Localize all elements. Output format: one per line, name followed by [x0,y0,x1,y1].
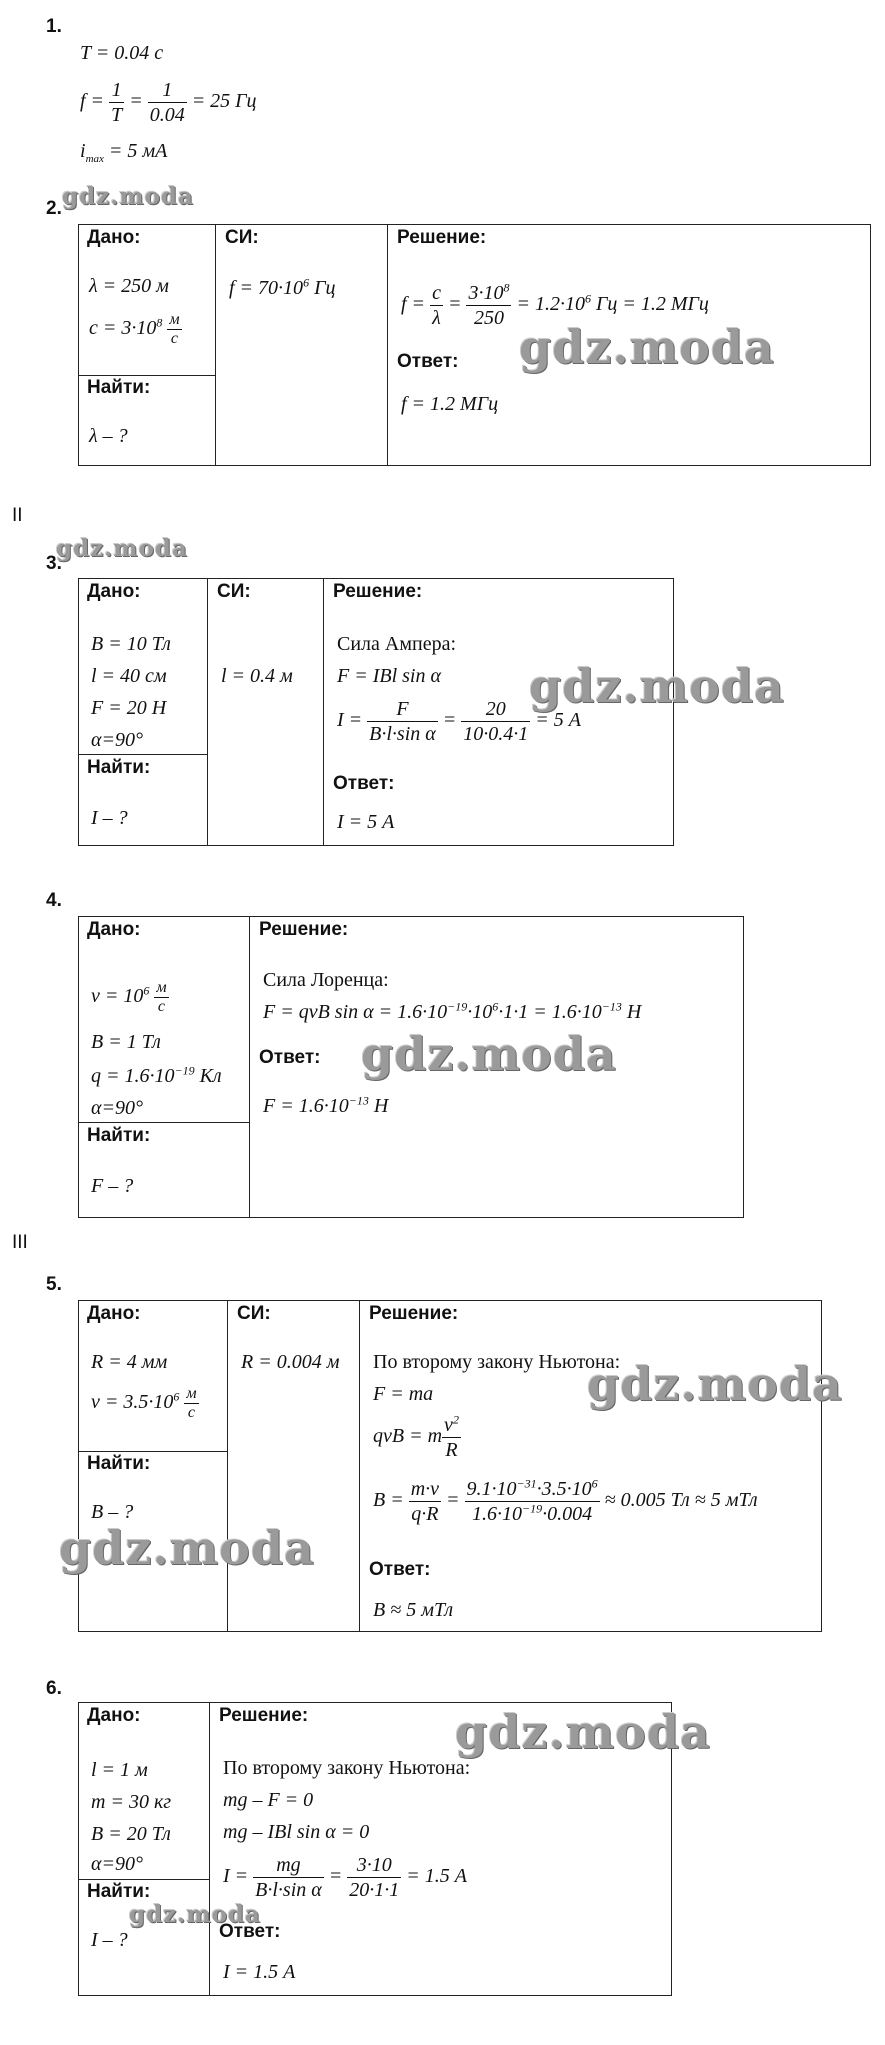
answer: I = 1.5 А [223,1961,296,1983]
problem-2-number: 2. [46,198,62,219]
si-header: СИ: [217,581,251,602]
p1-period: T = 0.04 с [80,42,164,64]
find-force: F – ? [91,1175,134,1197]
answer-header: Ответ: [369,1559,431,1580]
find-header: Найти: [87,1453,151,1474]
problem-4-table [78,916,744,1218]
solution-current: I = $\frac{F}{\text{B·l·sin α}}$ = $\frac{20}{10\cdot 0.4\cdot 1}$ = 5 А [337,698,581,745]
given-wavelength: λ = 250 м [89,275,169,297]
problem-6-table [78,1702,711,1996]
find-current: I – ? [91,807,128,829]
si-length: l = 0.4 м [221,665,293,687]
given-radius: R = 4 мм [91,1351,168,1373]
find-header: Найти: [87,1881,151,1902]
given-header: Дано: [87,227,141,248]
find-header: Найти: [87,1125,151,1146]
solution-title: Сила Лоренца: [263,969,389,991]
given-header: Дано: [87,1705,141,1726]
solution-title: По второму закону Ньютона: [223,1757,471,1779]
given-angle: α=90° [91,1097,143,1119]
find-header: Найти: [87,757,151,778]
answer-header: Ответ: [333,773,395,794]
given-header: Дано: [87,1303,141,1324]
solution-force-balance: qvB = m $\frac{v^2}{R}$ [373,1412,459,1461]
find-wavelength: λ – ? [89,425,128,447]
si-frequency: $f = 70\cdot 10^6$ Гц [229,275,336,299]
watermark: gdz.moda [129,1901,261,1928]
given-magnetic-field: B = 1 Тл [91,1031,161,1053]
given-velocity: $v = 3.5\cdot 10^6$ $\frac{м}{с}$ [91,1385,197,1421]
watermark: gdz.moda [59,1521,315,1575]
si-header: СИ: [237,1303,271,1324]
solution-force-balance: mg – F = 0 [223,1789,314,1811]
given-mass: m = 30 кг [91,1791,172,1813]
answer-header: Ответ: [259,1047,321,1068]
watermark: gdz.moda [62,183,194,210]
answer: I = 5 А [337,811,395,833]
problem-3-number: 3. [46,553,62,574]
given-length: l = 40 см [91,665,167,687]
solution-magnetic-field: B = $\frac{m\cdot v}{q\cdot R}$ = $\frac{9.1\cdot 10^{-31}\cdot 3.5\cdot 10^6}{1.6\cdot 10^{-19}\cdot 0.004}$ ≈ 0.005 Тл ≈ 5 мТл [373,1476,758,1525]
given-charge: $q = 1.6\cdot 10^{-19}$ Кл [91,1063,222,1087]
given-magnetic-field: B = 10 Тл [91,633,171,655]
problem-5-number: 5. [46,1274,62,1295]
problem-1-number: 1. [46,16,62,37]
solution-newton-law: F = ma [373,1383,434,1405]
watermark: gdz.moda [519,320,775,374]
solution-current: I = $\frac{mg}{\text{B·l·sin α}}$ = $\frac{3\cdot 10}{20\cdot 1\cdot 1}$ = 1.5 А [223,1854,467,1901]
answer: B ≈ 5 мТл [373,1599,454,1621]
solution-lorentz-force: F = qvB $\sin \alpha = 1.6\cdot 10^{-19}\cdot 10^6\cdot 1\cdot 1 = 1.6\cdot 10^{-13}$ Н [263,999,642,1023]
given-angle: α=90° [91,1853,143,1875]
given-magnetic-field: B = 20 Тл [91,1823,171,1845]
given-header: Дано: [87,581,141,602]
problem-6-number: 6. [46,1678,62,1699]
solution-title: Сила Ампера: [337,633,457,655]
given-velocity: $v = 10^6$ $\frac{м}{с}$ [91,979,167,1015]
watermark: gdz.moda [529,659,785,713]
section-II-label: II [12,505,23,526]
watermark: gdz.moda [361,1027,617,1081]
watermark: gdz.moda [587,1357,843,1411]
given-header: Дано: [87,919,141,940]
solution-header: Решение: [219,1705,309,1726]
problem-2-table [78,224,871,466]
problem-5-table [59,1300,843,1632]
solution-expanded-balance: mg – IBl sin α = 0 [223,1821,370,1843]
answer: $F = 1.6\cdot 10^{-13}$ Н [263,1093,389,1117]
answer-header: Ответ: [397,351,459,372]
answer-header: Ответ: [219,1921,281,1942]
solution-header: Решение: [369,1303,459,1324]
solution-ampere-force: F = IBl sin α [337,665,441,687]
find-current: I – ? [91,1929,128,1951]
si-radius: R = 0.004 м [241,1351,340,1373]
section-III-label: III [12,1232,28,1253]
given-length: l = 1 м [91,1759,148,1781]
p1-frequency-formula: f = $\frac{1}{T}$ = $\frac{1}{0.04}$ = 25 Гц [80,79,257,126]
p1-current-max: $i_{max} = 5$ мА [80,140,168,165]
given-speed-of-light: $c = 3\cdot 10^8$ $\frac{м}{с}$ [89,311,180,347]
watermark: gdz.moda [56,535,188,562]
problem-3-table [78,578,785,846]
watermark: gdz.moda [455,1705,711,1759]
find-header: Найти: [87,377,151,398]
si-header: СИ: [225,227,259,248]
solution-header: Решение: [333,581,423,602]
solution-frequency: f = $\frac{c}{\lambda}$ = $\frac{3\cdot 10^8}{250}$ = $1.2\cdot 10^6$ Гц = 1.2 МГц [401,280,709,329]
answer: f = 1.2 МГц [401,393,499,415]
solution-title: По второму закону Ньютона: [373,1351,621,1373]
solution-header: Решение: [397,227,487,248]
find-magnetic-field: B – ? [91,1501,134,1523]
given-force: F = 20 Н [91,697,167,719]
problem-4-number: 4. [46,890,62,911]
solution-header: Решение: [259,919,349,940]
given-angle: α=90° [91,729,143,751]
